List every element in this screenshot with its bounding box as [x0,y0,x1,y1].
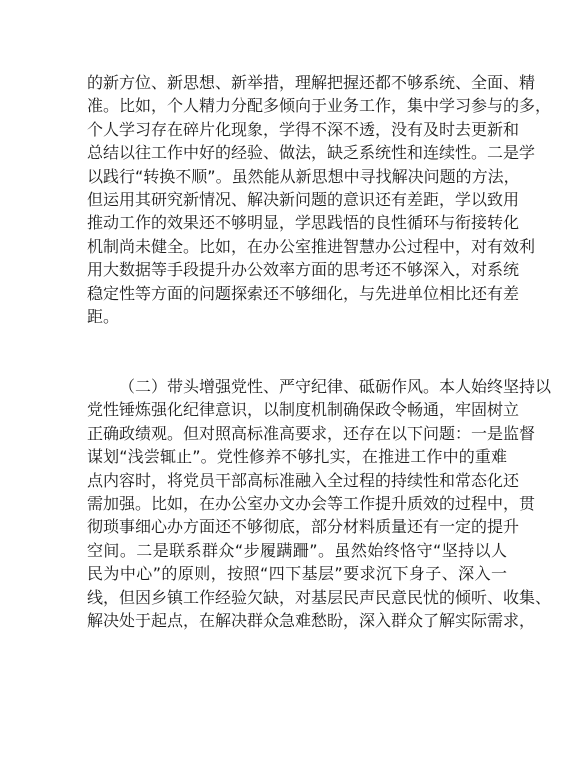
paragraph-2 [87,375,552,632]
paragraph-2-line: 点内容时，将党员干部高标准融入全过程的持续性和常态化还 [87,470,520,490]
paragraph-2-line: 解决处于起点，在解决群众急难愁盼，深入群众了解实际需求， [87,610,536,630]
paragraph-1-line: 个人学习存在碎片化现象，学得不深不透，没有及时去更新和 [87,119,520,139]
paragraph-2-line: 彻琐事细心办方面还不够彻底，部分材料质量还有一定的提升 [87,517,520,537]
paragraph-2-line: （二）带头增强党性、严守纪律、砥砺作风。本人始终坚持以 [119,377,552,396]
paragraph-1-line: 准。比如，个人精力分配多倾向于业务工作，集中学习参与的多， [87,96,552,116]
paragraph-2-line: 谋划“浅尝辄止”。党性修养不够扎实，在推进工作中的重难 [87,447,507,467]
paragraph-1-line: 的新方位、新思想、新举措，理解把握还都不够系统、全面、精 [87,73,536,92]
paragraph-1-line: 以践行“转换不顺”。虽然能从新思想中寻找解决问题的方法， [87,166,520,186]
paragraph-1 [87,71,552,328]
paragraph-2-line: 需加强。比如，在办公室办文办会等工作提升质效的过程中，贯 [87,493,536,513]
paragraph-1-line: 总结以往工作中好的经验、做法，缺乏系统性和连续性。二是学 [87,143,536,163]
paragraph-2-line: 民为中心”的原则，按照“四下基层”要求沉下身子、深入一 [87,564,507,584]
paragraph-2-line: 党性锤炼强化纪律意识，以制度机制确保政令畅通，牢固树立 [87,400,520,420]
paragraph-1-line: 机制尚未健全。比如，在办公室推进智慧办公过程中，对有效利 [87,236,536,256]
paragraph-2-line: 空间。二是联系群众“步履蹒跚”。虽然始终恪守“坚持以人 [87,540,507,560]
paragraph-1-line: 但运用其研究新情况、解决新问题的意识还有差距，学以致用 [87,189,520,209]
paragraph-1-line: 推动工作的效果还不够明显，学思践悟的良性循环与衔接转化 [87,213,520,233]
paragraph-2-line: 线，但因乡镇工作经验欠缺，对基层民声民意民忧的倾听、收集、 [87,587,552,607]
paragraph-1-line: 距。 [87,306,120,326]
paragraph-1-line: 稳定性等方面的问题探索还不够细化，与先进单位相比还有差 [87,283,520,303]
paragraph-2-line: 正确政绩观。但对照高标准高要求，还存在以下问题：一是监督 [87,423,536,443]
paragraph-1-line: 用大数据等手段提升办公效率方面的思考还不够深入，对系统 [87,260,520,280]
